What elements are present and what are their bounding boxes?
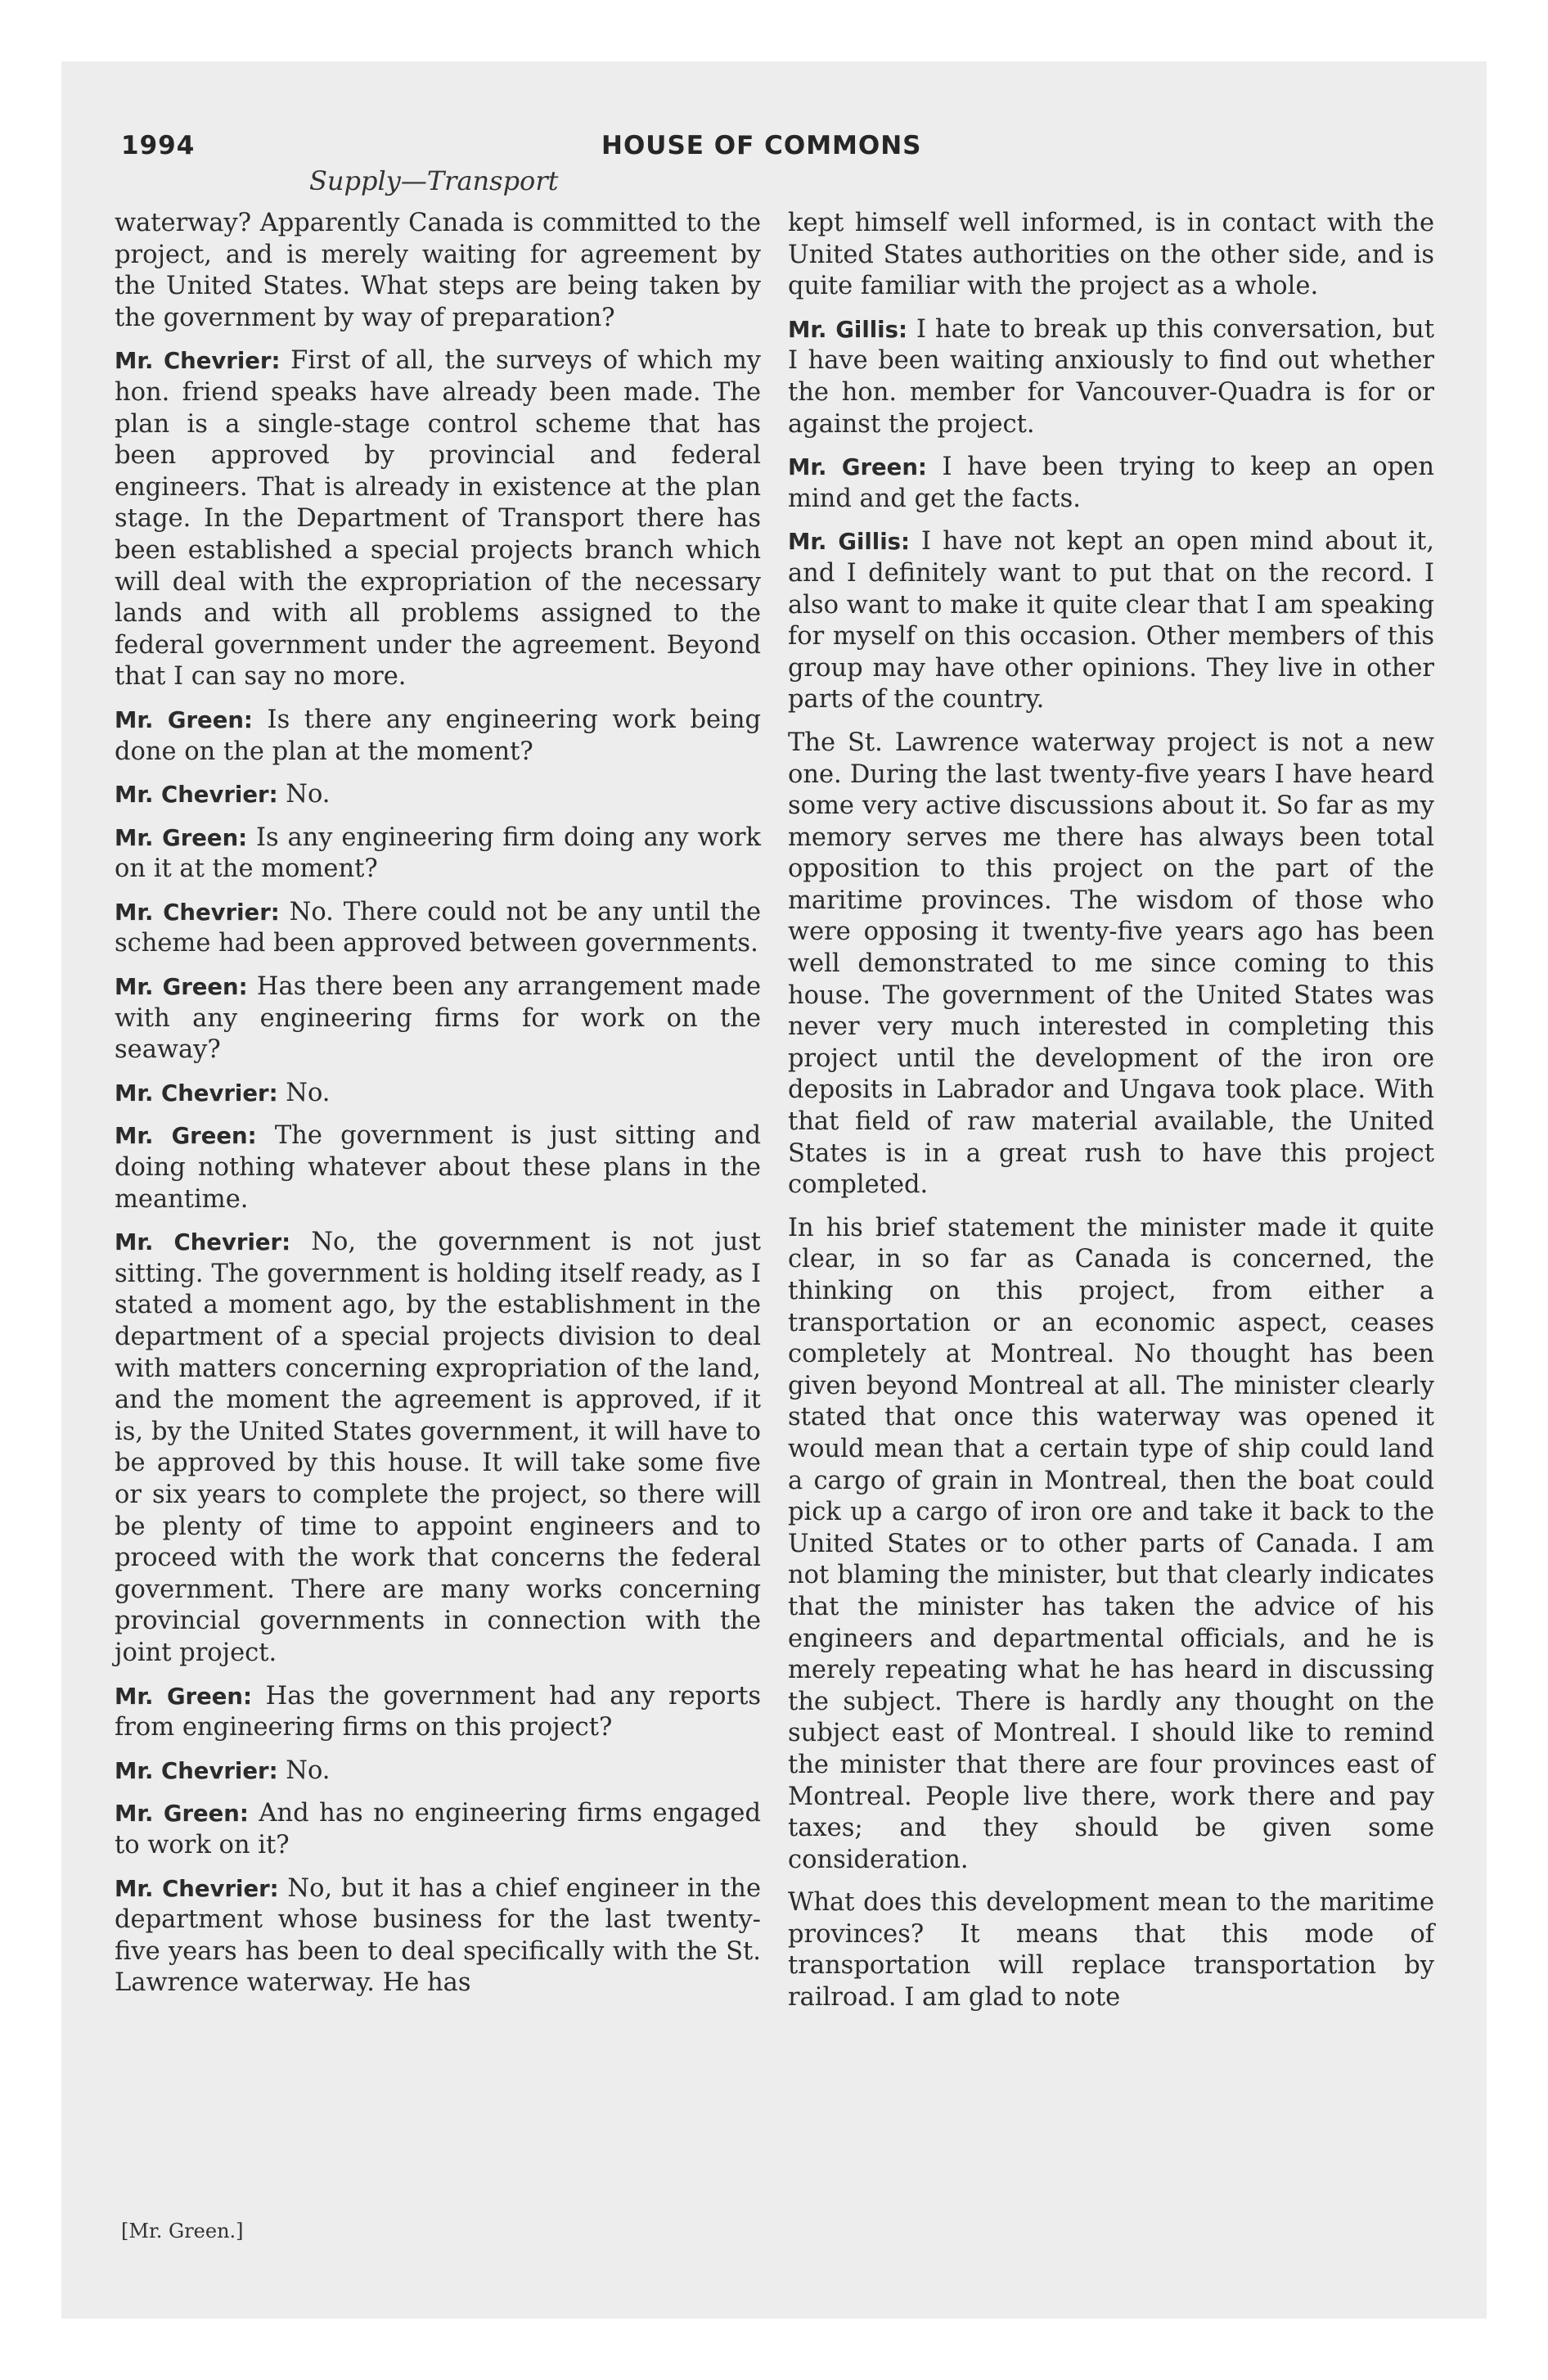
speaker-name: Mr. Green: (788, 454, 927, 481)
paragraph (115, 971, 761, 1066)
speaker-name: Mr. Chevrier: (115, 899, 280, 926)
speaker-name: Mr. Chevrier: (115, 1757, 278, 1784)
paragraph (115, 345, 761, 693)
speaker-name: Mr. Green: (115, 1683, 252, 1710)
speaker-name: Mr. Gillis: (788, 316, 907, 343)
speaker-name: Mr. Chevrier: (115, 1229, 291, 1256)
paragraph (115, 1227, 761, 1669)
paragraph-text: Is any engineering firm doing any work on it at the moment? (115, 823, 761, 884)
paragraph (115, 823, 761, 886)
paragraph (788, 208, 1434, 303)
paragraph-text: waterway? Apparently Canada is committed to the project, and is merely waiting for agreement by the United States. What steps are being taken by the government by way of preparation? (115, 209, 761, 332)
section-subheading: Supply—Transport (309, 165, 559, 196)
paragraph (788, 1213, 1434, 1876)
paragraph (115, 1756, 761, 1787)
paragraph (788, 728, 1434, 1201)
left-column (115, 208, 761, 1999)
speaker-name: Mr. Gillis: (788, 529, 911, 556)
paragraph-text: I hate to break up this conversation, but I have been waiting anxiously to find out whether the hon. member for Vancouver-Quadra is for or against the project. (788, 314, 1435, 439)
right-column (788, 208, 1434, 2014)
paragraph-text: kept himself well informed, is in contact with the United States authorities on the other side, and is quite familiar with the project as a whole. (788, 209, 1434, 301)
speaker-name: Mr. Green: (115, 824, 248, 851)
speaker-name: Mr. Green: (115, 974, 248, 1001)
paragraph-text: What does this development mean to the maritime provinces? It means that this mode of transportation will replace transportation by railroad. I am glad to note (788, 1888, 1434, 2013)
paragraph (788, 452, 1434, 515)
paragraph-text: I have been trying to keep an open mind and get the facts. (788, 453, 1434, 513)
paragraph (115, 779, 761, 811)
speaker-name: Mr. Green: (115, 1123, 257, 1150)
paragraph-text: No, but it has a chief engineer in the department whose business for the last twenty-five years has been to deal specifically with the St. Lawrence waterway. He has (115, 1873, 761, 1998)
paragraph (115, 1873, 761, 1999)
paragraph (788, 1887, 1434, 2013)
paragraph-text: No. (277, 1756, 331, 1785)
running-head: HOUSE OF COMMONS (601, 131, 922, 160)
paragraph-text: No. (277, 780, 331, 809)
speaker-name: Mr. Green: (115, 706, 253, 733)
page-number: 1994 (121, 131, 196, 160)
paragraph-text: The St. Lawrence waterway project is not a new one. During the last twenty-five years I have heard some very active discussions about it. So far as my memory serves me there has always been total opposition to this project on the part of the maritime provinces. The wisdom of those who were opposing it twenty-five years ago has been well demonstrated to me since coming to this house. The government of the United States was never very much interested in completing this project until the development of the iron ore deposits in Labrador and Ungava took place. With that field of raw material available, the United States is in a great rush to have this project completed. (788, 728, 1434, 1200)
paragraph-text: Has there been any arrangement made with any engineering firms for work on the seaway? (115, 972, 761, 1065)
paragraph-text: Has the government had any reports from engineering firms on this project? (115, 1681, 761, 1742)
paragraph-text: And has no engineering firms engaged to work on it? (115, 1799, 762, 1859)
paragraph-text: First of all, the surveys of which my hon. friend speaks have already been made. The plan is a single-stage control scheme that has been approved by provincial and federal engineers. That is already in existence at the plan stage. In the Department of Transport there has been established a special projects branch which will deal with the expropriation of the necessary lands and with all problems assigned to the federal government under the agreement. Beyond that I can say no more. (115, 346, 761, 692)
paragraph-text: No, the government is not just sitting. The government is holding itself ready, as I stated a moment ago, by the establishment in the department of a special projects division to deal with matters concerning expropriation of the land, and the moment the agreement is approved, if it is, by the United States government, it will have to be approved by this house. It will take some five or six years to complete the project, so there will be plenty of time to appoint engineers and to proceed with the work that concerns the federal government. There are many works concerning provincial governments in connection with the joint project. (115, 1228, 761, 1667)
footer-note: [Mr. Green.] (121, 2220, 244, 2243)
paragraph (115, 208, 761, 334)
paragraph-text: I have not kept an open mind about it, and I definitely want to put that on the record. I also want to make it quite clear that I am speaking for myself on this occasion. Other members of this group may have other opinions. They live in other parts of the country. (788, 527, 1434, 714)
paragraph (115, 1798, 761, 1861)
paragraph (788, 314, 1434, 440)
paragraph (115, 1681, 761, 1744)
speaker-name: Mr. Chevrier: (115, 1875, 279, 1902)
speaker-name: Mr. Chevrier: (115, 1080, 278, 1107)
paragraph-text: Is there any engineering work being done on the plan at the moment? (115, 705, 761, 766)
paragraph-text: The government is just sitting and doing nothing whatever about these plans in the meantime. (115, 1121, 761, 1214)
speaker-name: Mr. Green: (115, 1801, 249, 1828)
paragraph (115, 705, 761, 768)
speaker-name: Mr. Chevrier: (115, 782, 278, 809)
paragraph-text: No. There could not be any until the scheme had been approved between governments. (115, 897, 761, 958)
speaker-name: Mr. Chevrier: (115, 348, 281, 375)
paragraph-text: In his brief statement the minister made it quite clear, in so far as Canada is concerned, the thinking on this project, from either a transportation or an economic aspect, ceases completely at Montreal. No thought has been given beyond Montreal at all. The minister clearly stated that once this waterway was opened it would mean that a certain type of ship could land a cargo of grain in Montreal, then the boat could pick up a cargo of iron ore and take it back to the United States or to other parts of Canada. I am not blaming the minister, but that clearly indicates that the minister has taken the advice of his engineers and departmental officials, and he is merely repeating what he has heard in discussing the subject. There is hardly any thought on the subject east of Montreal. I should like to remind the minister that there are four provinces east of Montreal. People live there, work there and pay taxes; and they should be given some consideration. (788, 1213, 1434, 1874)
paragraph (115, 1120, 761, 1215)
paragraph (788, 526, 1434, 716)
paragraph (115, 1078, 761, 1110)
paragraph-text: No. (277, 1078, 331, 1107)
paragraph (115, 897, 761, 960)
